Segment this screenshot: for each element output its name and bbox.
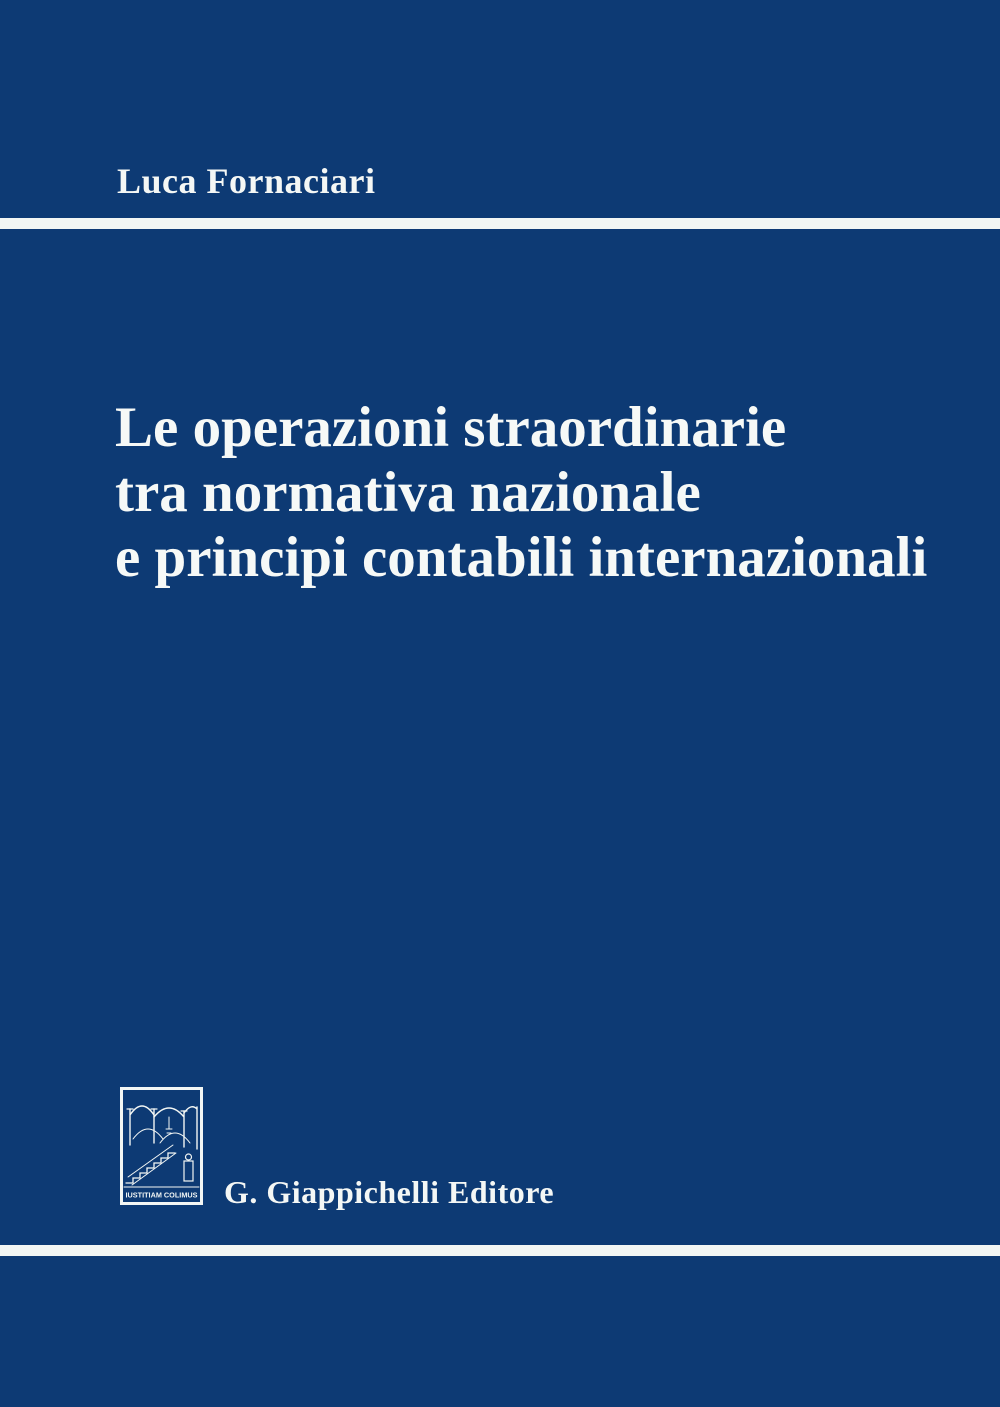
- publisher-name: G. Giappichelli Editore: [224, 1174, 555, 1210]
- book-title: [115, 395, 975, 590]
- publisher-logo-motto: IUSTITIAM COLIMUS: [125, 1192, 198, 1200]
- top-divider-rule: [0, 218, 1000, 229]
- author-name: Luca Fornaciari: [117, 161, 376, 201]
- bottom-divider-rule: [0, 1245, 1000, 1256]
- publisher-logo-icon: [118, 1085, 205, 1207]
- book-title-line-1: Le operazioni straordinarie: [115, 396, 787, 459]
- book-title-line-2: tra normativa nazionale: [115, 461, 701, 524]
- book-title-line-3: e principi contabili internazionali: [115, 526, 928, 589]
